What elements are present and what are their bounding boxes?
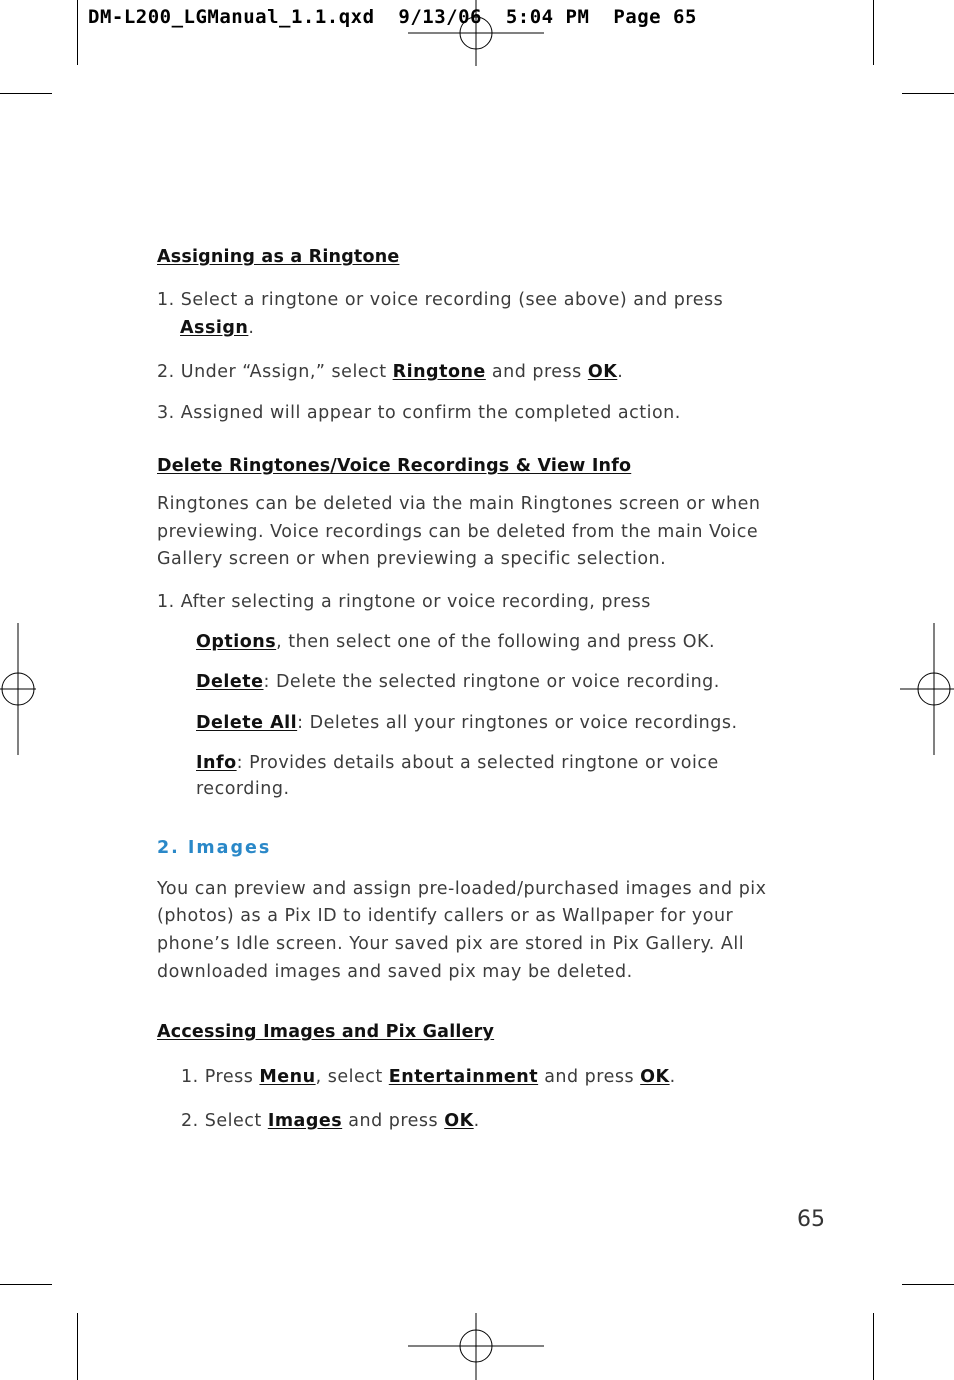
delete-paragraph-line: Ringtones can be deleted via the main Ringtones screen or when (157, 494, 761, 514)
ringtone-step-3: 3. Assigned will appear to confirm the completed action. (157, 403, 681, 423)
accessing-step-2: 2. Select Images and press OK. (181, 1111, 480, 1131)
key-ok: OK (640, 1067, 670, 1087)
crop-mark (873, 1313, 874, 1380)
crop-mark (873, 0, 874, 65)
key-ok: OK (444, 1111, 474, 1131)
option-delete-all: Delete All: Deletes all your ringtones or voice recordings. (196, 713, 738, 733)
images-paragraph-line: (photos) as a Pix ID to identify callers or as Wallpaper for your (157, 906, 734, 926)
section-heading-assigning-ringtone: Assigning as a Ringtone (157, 247, 400, 267)
key-menu: Menu (259, 1067, 316, 1087)
key-delete: Delete (196, 672, 264, 692)
page-number: 65 (797, 1207, 825, 1232)
accessing-step-1: 1. Press Menu, select Entertainment and press OK. (181, 1067, 676, 1087)
ringtone-step-2: 2. Under “Assign,” select Ringtone and press OK. (157, 362, 624, 382)
crop-mark (902, 1284, 954, 1285)
key-info: Info (196, 753, 237, 773)
crop-mark (77, 1313, 78, 1380)
images-paragraph-line: You can preview and assign pre-loaded/purchased images and pix (157, 879, 767, 899)
section-heading-delete: Delete Ringtones/Voice Recordings & View Info (157, 456, 632, 476)
option-options: Options, then select one of the following and press OK. (196, 632, 716, 652)
registration-mark-left (0, 623, 36, 755)
key-ok: OK (587, 362, 618, 382)
crop-mark (0, 93, 52, 94)
option-delete: Delete: Delete the selected ringtone or voice recording. (196, 672, 720, 692)
crop-mark (902, 93, 954, 94)
registration-mark-bottom (408, 1313, 544, 1380)
delete-paragraph-line: previewing. Voice recordings can be deleted from the main Voice (157, 522, 759, 542)
key-delete-all: Delete All (196, 713, 298, 733)
key-assign: Assign (180, 318, 249, 338)
registration-mark-right (900, 623, 954, 755)
delete-step-1: 1. After selecting a ringtone or voice recording, press (157, 592, 651, 612)
images-paragraph-line: phone’s Idle screen. Your saved pix are stored in Pix Gallery. All (157, 934, 745, 954)
section-heading-images: 2. Images (157, 838, 272, 858)
print-slug: DM-L200_LGManual_1.1.qxd 9/13/06 5:04 PM Page 65 (88, 6, 697, 28)
ringtone-step-1-cont: Assign. (180, 318, 255, 338)
key-ringtone: Ringtone (392, 362, 486, 382)
section-heading-accessing: Accessing Images and Pix Gallery (157, 1022, 495, 1042)
key-entertainment: Entertainment (388, 1067, 539, 1087)
crop-mark (77, 0, 78, 65)
key-options: Options (196, 632, 277, 652)
key-images: Images (267, 1111, 343, 1131)
images-paragraph-line: downloaded images and saved pix may be deleted. (157, 962, 633, 982)
crop-mark (0, 1284, 52, 1285)
ringtone-step-1: 1. Select a ringtone or voice recording (see above) and press (157, 290, 724, 310)
delete-paragraph-line: Gallery screen or when previewing a specific selection. (157, 549, 667, 569)
option-info: Info: Provides details about a selected ringtone or voice (196, 753, 719, 773)
option-info-cont: recording. (196, 779, 290, 799)
